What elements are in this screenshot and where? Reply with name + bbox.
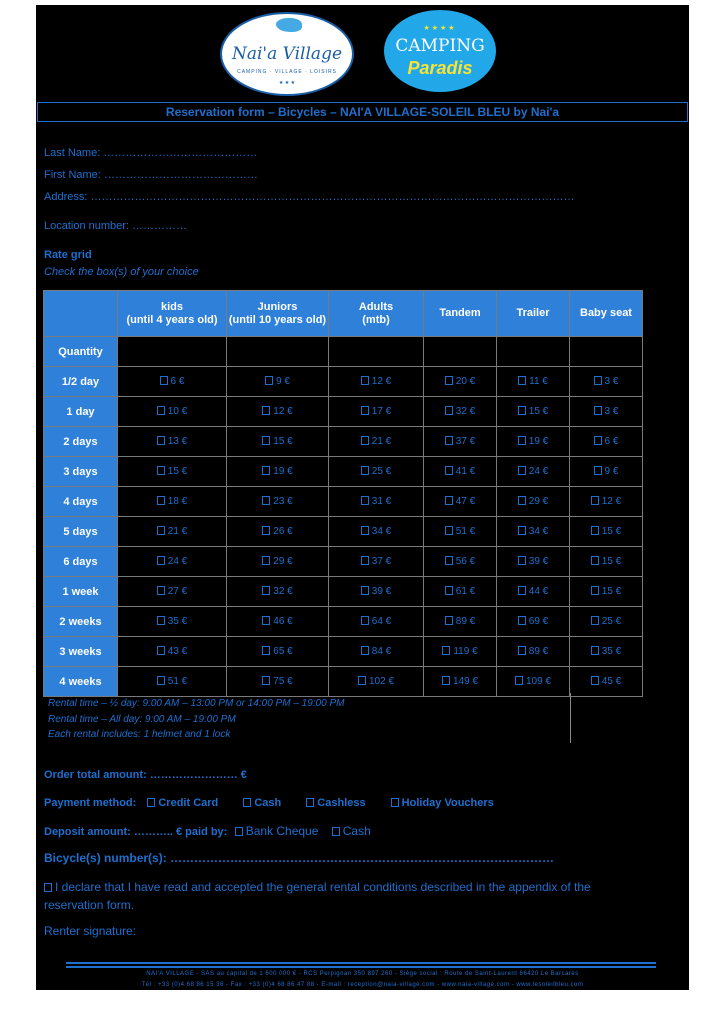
price-option[interactable] bbox=[497, 487, 570, 517]
camping-paradis-line2: Paradis bbox=[407, 58, 473, 78]
checkbox-icon[interactable] bbox=[518, 556, 526, 565]
checkbox-icon[interactable] bbox=[157, 676, 165, 685]
declaration-text: I declare that I have read and accepted the general rental conditions described in the appendix of the reservation form. bbox=[44, 880, 591, 912]
price-option[interactable] bbox=[497, 547, 570, 577]
price-value: 9 € bbox=[276, 376, 290, 387]
price-value: 15 € bbox=[601, 526, 622, 537]
price-option[interactable] bbox=[227, 487, 329, 517]
price-value: 15 € bbox=[273, 436, 293, 447]
price-value: 15 € bbox=[601, 556, 622, 567]
price-option[interactable] bbox=[424, 667, 497, 697]
bicycle-numbers-field[interactable]: Bicycle(s) number(s): …………………………………………………………………………………… bbox=[44, 851, 555, 865]
table-row bbox=[44, 397, 643, 427]
table-header-row bbox=[44, 291, 643, 337]
checkbox-icon[interactable] bbox=[262, 406, 270, 415]
deposit-label[interactable]: Deposit amount: ……….. € paid by: bbox=[44, 826, 228, 838]
checkbox-icon[interactable] bbox=[332, 827, 340, 836]
checkbox-icon[interactable] bbox=[518, 526, 526, 535]
price-option[interactable] bbox=[424, 517, 497, 547]
checkbox-icon[interactable] bbox=[262, 526, 270, 535]
quantity-input[interactable] bbox=[497, 337, 570, 367]
checkbox-icon[interactable] bbox=[262, 496, 270, 505]
price-option[interactable] bbox=[570, 577, 643, 607]
half-day-note: Rental time – ½ day: 9:00 AM – 13:00 PM or 14:00 PM – 19:00 PM bbox=[48, 698, 345, 709]
checkbox-icon[interactable] bbox=[591, 616, 599, 625]
checkbox-icon[interactable] bbox=[445, 406, 453, 415]
price-option[interactable] bbox=[227, 547, 329, 577]
checkbox-icon[interactable] bbox=[157, 436, 165, 445]
payment-option-label: Cashless bbox=[317, 797, 366, 809]
checkbox-icon[interactable] bbox=[515, 676, 523, 685]
checkbox-icon[interactable] bbox=[591, 556, 599, 565]
price-value: 19 € bbox=[273, 466, 293, 477]
price-value: 51 € bbox=[167, 676, 188, 687]
order-total-field[interactable]: Order total amount: …………………… € bbox=[44, 769, 247, 781]
location-number-field[interactable]: Location number: …………… bbox=[44, 220, 188, 232]
price-value: 26 € bbox=[273, 526, 293, 537]
checkbox-icon[interactable] bbox=[518, 586, 526, 595]
price-value: 35 € bbox=[601, 646, 622, 657]
price-value: 56 € bbox=[455, 556, 476, 567]
price-value: 34 € bbox=[528, 526, 549, 537]
payment-option-holiday-vouchers[interactable] bbox=[391, 797, 494, 809]
checkbox-icon[interactable] bbox=[518, 646, 526, 655]
price-value: 12 € bbox=[601, 496, 622, 507]
price-option[interactable] bbox=[118, 397, 227, 427]
payment-option-credit-card[interactable] bbox=[147, 797, 218, 809]
price-option[interactable] bbox=[424, 397, 497, 427]
table-row bbox=[44, 457, 643, 487]
price-option[interactable] bbox=[424, 547, 497, 577]
footer-line-1: NAI'A VILLAGE - SAS au capital de 1 600 000 € - RCS Perpignan 350 897 260 - Siège social : Route de Saint-Laurent 66420 Le Barcarès bbox=[146, 971, 579, 977]
price-value: 39 € bbox=[371, 586, 392, 597]
quantity-label: Quantity bbox=[44, 337, 118, 367]
deposit-option-label: Bank Cheque bbox=[245, 824, 319, 838]
price-value: 6 € bbox=[604, 436, 619, 447]
price-option[interactable] bbox=[497, 667, 570, 697]
checkbox-icon[interactable] bbox=[157, 466, 165, 475]
price-value: 6 € bbox=[170, 376, 185, 387]
price-value: 47 € bbox=[455, 496, 476, 507]
column-header: kids (until 4 years old) bbox=[118, 291, 227, 337]
deposit-option-label: Cash bbox=[342, 824, 371, 838]
price-option[interactable] bbox=[570, 487, 643, 517]
price-option[interactable] bbox=[329, 547, 424, 577]
price-value: 32 € bbox=[273, 586, 293, 597]
table-corner bbox=[44, 291, 118, 337]
price-option[interactable] bbox=[227, 577, 329, 607]
price-option[interactable] bbox=[227, 397, 329, 427]
checkbox-icon[interactable] bbox=[147, 798, 155, 807]
checkbox-icon[interactable] bbox=[262, 586, 270, 595]
price-value: 10 € bbox=[167, 406, 188, 417]
checkbox-icon[interactable] bbox=[262, 676, 270, 685]
price-option[interactable] bbox=[497, 637, 570, 667]
checkbox-icon[interactable] bbox=[157, 586, 165, 595]
price-option[interactable] bbox=[329, 397, 424, 427]
price-option[interactable] bbox=[118, 577, 227, 607]
price-option[interactable] bbox=[118, 427, 227, 457]
checkbox-icon[interactable] bbox=[361, 616, 369, 625]
duration-label: 1 week bbox=[44, 577, 118, 607]
price-value: 32 € bbox=[455, 406, 476, 417]
quantity-row bbox=[44, 337, 643, 367]
price-option[interactable] bbox=[329, 367, 424, 397]
checkbox-icon[interactable] bbox=[361, 556, 369, 565]
quantity-input[interactable] bbox=[424, 337, 497, 367]
price-value: 89 € bbox=[455, 616, 476, 627]
price-option[interactable] bbox=[227, 457, 329, 487]
price-value: 27 € bbox=[167, 586, 188, 597]
payment-option-cashless[interactable] bbox=[306, 797, 365, 809]
price-value: 61 € bbox=[455, 586, 476, 597]
duration-label: 1 day bbox=[44, 397, 118, 427]
price-option[interactable] bbox=[570, 607, 643, 637]
price-value: 19 € bbox=[528, 436, 549, 447]
column-header: Tandem bbox=[424, 291, 497, 337]
payment-method-label: Payment method: bbox=[44, 797, 137, 809]
price-value: 29 € bbox=[273, 556, 293, 567]
checkbox-icon[interactable] bbox=[518, 496, 526, 505]
column-header: Juniors (until 10 years old) bbox=[227, 291, 329, 337]
checkbox-icon[interactable] bbox=[445, 496, 453, 505]
rate-grid-instruction: Check the box(s) of your choice bbox=[44, 266, 199, 278]
checkbox-icon[interactable] bbox=[265, 376, 273, 385]
price-value: 37 € bbox=[371, 556, 392, 567]
price-value: 75 € bbox=[273, 676, 293, 687]
price-option[interactable] bbox=[118, 637, 227, 667]
price-value: 17 € bbox=[371, 406, 392, 417]
checkbox-icon[interactable] bbox=[361, 526, 369, 535]
price-value: 119 € bbox=[453, 646, 478, 657]
price-value: 3 € bbox=[604, 406, 619, 417]
column-header: Adults (mtb) bbox=[329, 291, 424, 337]
price-value: 149 € bbox=[452, 676, 479, 687]
price-option[interactable] bbox=[424, 577, 497, 607]
checkbox-icon[interactable] bbox=[445, 556, 453, 565]
duration-label: 6 days bbox=[44, 547, 118, 577]
form-title: Reservation form – Bicycles – NAI'A VILLAGE-SOLEIL BLEU by Nai'a bbox=[37, 102, 688, 122]
price-value: 31 € bbox=[371, 496, 392, 507]
checkbox-icon[interactable] bbox=[445, 466, 453, 475]
duration-label: 4 weeks bbox=[44, 667, 118, 697]
duration-label: 2 days bbox=[44, 427, 118, 457]
price-option[interactable] bbox=[497, 577, 570, 607]
price-value: 25 € bbox=[371, 466, 392, 477]
price-option[interactable] bbox=[227, 517, 329, 547]
price-value: 11 € bbox=[529, 376, 548, 387]
checkbox-icon[interactable] bbox=[157, 406, 165, 415]
payment-option-label: Holiday Vouchers bbox=[401, 797, 494, 809]
price-option[interactable] bbox=[118, 487, 227, 517]
price-option[interactable] bbox=[329, 607, 424, 637]
quantity-input[interactable] bbox=[570, 337, 643, 367]
checkbox-icon[interactable] bbox=[518, 376, 526, 385]
checkbox-icon[interactable] bbox=[518, 436, 526, 445]
checkbox-icon[interactable] bbox=[361, 496, 369, 505]
camping-paradis-line1: CAMPING bbox=[395, 36, 485, 56]
price-option[interactable] bbox=[118, 667, 227, 697]
checkbox-icon[interactable] bbox=[361, 646, 369, 655]
checkbox-icon[interactable] bbox=[361, 586, 369, 595]
price-option[interactable] bbox=[227, 427, 329, 457]
checkbox-icon[interactable] bbox=[442, 676, 450, 685]
price-option[interactable] bbox=[329, 577, 424, 607]
price-option[interactable] bbox=[227, 367, 329, 397]
checkbox-icon[interactable] bbox=[262, 616, 270, 625]
price-value: 21 € bbox=[167, 526, 188, 537]
price-value: 37 € bbox=[455, 436, 476, 447]
price-option[interactable] bbox=[118, 607, 227, 637]
checkbox-icon[interactable] bbox=[262, 646, 270, 655]
checkbox-icon[interactable] bbox=[594, 466, 602, 475]
price-option[interactable] bbox=[118, 547, 227, 577]
price-value: 18 € bbox=[167, 496, 188, 507]
price-value: 34 € bbox=[371, 526, 392, 537]
deposit-amount bbox=[44, 824, 371, 838]
price-value: 65 € bbox=[273, 646, 293, 657]
quantity-input[interactable] bbox=[118, 337, 227, 367]
price-option[interactable] bbox=[424, 607, 497, 637]
price-option[interactable] bbox=[570, 427, 643, 457]
checkbox-icon[interactable] bbox=[44, 883, 52, 892]
checkbox-icon[interactable] bbox=[445, 586, 453, 595]
checkbox-icon[interactable] bbox=[518, 406, 526, 415]
quantity-input[interactable] bbox=[227, 337, 329, 367]
checkbox-icon[interactable] bbox=[361, 436, 369, 445]
price-option[interactable] bbox=[570, 367, 643, 397]
price-option[interactable] bbox=[118, 517, 227, 547]
price-value: 43 € bbox=[167, 646, 188, 657]
footer-line-2: Tél : +33 (0)4 68 86 15 36 - Fax : +33 (0)4 68 86 47 88 - E-mail : reception@naia-village.com - www.naia-village.com - www.lesoleilbleu.com bbox=[141, 982, 584, 988]
duration-label: 3 days bbox=[44, 457, 118, 487]
price-value: 15 € bbox=[601, 586, 622, 597]
table-row bbox=[44, 637, 643, 667]
checkbox-icon[interactable] bbox=[157, 556, 165, 565]
price-option[interactable] bbox=[497, 457, 570, 487]
checkbox-icon[interactable] bbox=[591, 676, 599, 685]
rate-grid-table bbox=[43, 290, 643, 697]
first-name-field[interactable]: First Name: …………………………………… bbox=[44, 169, 258, 181]
checkbox-icon[interactable] bbox=[306, 798, 314, 807]
renter-signature[interactable]: Renter signature: bbox=[44, 924, 137, 938]
nai-village-logo-subtitle: CAMPING · VILLAGE · LOISIRS bbox=[237, 69, 337, 75]
price-option[interactable] bbox=[118, 367, 227, 397]
price-option[interactable] bbox=[329, 487, 424, 517]
price-option[interactable] bbox=[570, 457, 643, 487]
checkbox-icon[interactable] bbox=[518, 616, 526, 625]
price-option[interactable] bbox=[497, 517, 570, 547]
price-value: 44 € bbox=[528, 586, 549, 597]
price-option[interactable] bbox=[424, 487, 497, 517]
price-option[interactable] bbox=[497, 607, 570, 637]
checkbox-icon[interactable] bbox=[243, 798, 251, 807]
table-row bbox=[44, 487, 643, 517]
price-value: 45 € bbox=[601, 676, 622, 687]
price-option[interactable] bbox=[570, 667, 643, 697]
checkbox-icon[interactable] bbox=[445, 376, 453, 385]
table-row bbox=[44, 517, 643, 547]
price-value: 20 € bbox=[455, 376, 476, 387]
checkbox-icon[interactable] bbox=[157, 646, 165, 655]
checkbox-icon[interactable] bbox=[591, 586, 599, 595]
price-value: 15 € bbox=[528, 406, 549, 417]
rate-grid-heading: Rate grid bbox=[44, 249, 92, 261]
checkbox-icon[interactable] bbox=[445, 616, 453, 625]
checkbox-icon[interactable] bbox=[518, 466, 526, 475]
checkbox-icon[interactable] bbox=[361, 376, 369, 385]
checkbox-icon[interactable] bbox=[594, 376, 602, 385]
checkbox-icon[interactable] bbox=[445, 526, 453, 535]
price-option[interactable] bbox=[570, 547, 643, 577]
camping-paradis-stars: ★★★★ bbox=[423, 25, 457, 32]
nai-village-logo bbox=[220, 12, 354, 96]
checkbox-icon[interactable] bbox=[591, 496, 599, 505]
price-option[interactable] bbox=[329, 667, 424, 697]
price-option[interactable] bbox=[424, 637, 497, 667]
checkbox-icon[interactable] bbox=[361, 406, 369, 415]
price-option[interactable] bbox=[570, 637, 643, 667]
footer-rule-bottom bbox=[66, 966, 656, 968]
price-option[interactable] bbox=[329, 457, 424, 487]
duration-label: 1/2 day bbox=[44, 367, 118, 397]
price-option[interactable] bbox=[570, 517, 643, 547]
deposit-option-bank-cheque[interactable] bbox=[235, 824, 319, 838]
price-value: 12 € bbox=[273, 406, 293, 417]
address-field[interactable]: Address: …………………………………………………………………………………………………………………… bbox=[44, 191, 575, 203]
duration-label: 3 weeks bbox=[44, 637, 118, 667]
price-value: 102 € bbox=[368, 676, 395, 687]
payment-option-label: Credit Card bbox=[158, 797, 219, 809]
checkbox-icon[interactable] bbox=[157, 616, 165, 625]
quantity-input[interactable] bbox=[329, 337, 424, 367]
table-row bbox=[44, 547, 643, 577]
checkbox-icon[interactable] bbox=[591, 646, 599, 655]
price-option[interactable] bbox=[329, 637, 424, 667]
footer-rule-top bbox=[66, 962, 656, 964]
price-value: 29 € bbox=[528, 496, 549, 507]
checkbox-icon[interactable] bbox=[594, 406, 602, 415]
checkbox-icon[interactable] bbox=[160, 376, 168, 385]
price-value: 25 € bbox=[601, 616, 622, 627]
checkbox-icon[interactable] bbox=[235, 827, 243, 836]
last-name-field[interactable]: Last Name: …………………………………… bbox=[44, 147, 258, 159]
column-header: Baby seat bbox=[570, 291, 643, 337]
checkbox-icon[interactable] bbox=[262, 556, 270, 565]
price-option[interactable] bbox=[497, 427, 570, 457]
price-value: 24 € bbox=[167, 556, 188, 567]
price-option[interactable] bbox=[227, 607, 329, 637]
price-value: 13 € bbox=[167, 436, 188, 447]
checkbox-icon[interactable] bbox=[262, 466, 270, 475]
price-option[interactable] bbox=[329, 517, 424, 547]
price-value: 23 € bbox=[273, 496, 293, 507]
price-option[interactable] bbox=[497, 397, 570, 427]
includes-note: Each rental includes: 1 helmet and 1 lock bbox=[48, 729, 231, 740]
checkbox-icon[interactable] bbox=[358, 676, 366, 685]
checkbox-icon[interactable] bbox=[391, 798, 399, 807]
price-option[interactable] bbox=[329, 427, 424, 457]
table-row bbox=[44, 577, 643, 607]
price-value: 24 € bbox=[528, 466, 549, 477]
price-option[interactable] bbox=[570, 397, 643, 427]
price-value: 9 € bbox=[604, 466, 619, 477]
table-row bbox=[44, 367, 643, 397]
price-option[interactable] bbox=[497, 367, 570, 397]
price-option[interactable] bbox=[424, 427, 497, 457]
dolphin-icon bbox=[276, 18, 302, 32]
price-value: 41 € bbox=[455, 466, 476, 477]
checkbox-icon[interactable] bbox=[445, 436, 453, 445]
payment-option-label: Cash bbox=[254, 797, 282, 809]
table-row bbox=[44, 667, 643, 697]
deposit-option-cash[interactable] bbox=[332, 824, 371, 838]
checkbox-icon[interactable] bbox=[157, 496, 165, 505]
duration-label: 4 days bbox=[44, 487, 118, 517]
checkbox-icon[interactable] bbox=[262, 436, 270, 445]
price-option[interactable] bbox=[118, 457, 227, 487]
all-day-note: Rental time – All day: 9:00 AM – 19:00 PM bbox=[48, 714, 236, 725]
price-option[interactable] bbox=[424, 457, 497, 487]
price-value: 46 € bbox=[273, 616, 293, 627]
price-option[interactable] bbox=[227, 637, 329, 667]
price-value: 69 € bbox=[528, 616, 549, 627]
payment-option-cash[interactable] bbox=[243, 797, 281, 809]
checkbox-icon[interactable] bbox=[442, 646, 450, 655]
price-value: 35 € bbox=[167, 616, 188, 627]
payment-method bbox=[44, 797, 494, 809]
declaration bbox=[44, 878, 639, 914]
price-value: 21 € bbox=[371, 436, 392, 447]
price-value: 84 € bbox=[371, 646, 392, 657]
duration-label: 5 days bbox=[44, 517, 118, 547]
duration-label: 2 weeks bbox=[44, 607, 118, 637]
price-value: 39 € bbox=[528, 556, 549, 567]
table-row bbox=[44, 427, 643, 457]
nai-village-logo-stars: ★ ★ ★ bbox=[278, 80, 296, 86]
price-value: 51 € bbox=[455, 526, 476, 537]
checkbox-icon[interactable] bbox=[591, 526, 599, 535]
table-divider bbox=[570, 693, 571, 743]
camping-paradis-logo bbox=[384, 10, 496, 92]
checkbox-icon[interactable] bbox=[157, 526, 165, 535]
price-value: 3 € bbox=[604, 376, 619, 387]
column-header: Trailer bbox=[497, 291, 570, 337]
nai-village-logo-name: Nai'a Village bbox=[231, 44, 343, 64]
price-value: 15 € bbox=[167, 466, 188, 477]
price-value: 64 € bbox=[371, 616, 392, 627]
price-value: 89 € bbox=[528, 646, 549, 657]
price-value: 109 € bbox=[525, 676, 552, 687]
price-option[interactable] bbox=[424, 367, 497, 397]
checkbox-icon[interactable] bbox=[594, 436, 602, 445]
price-value: 12 € bbox=[371, 376, 392, 387]
table-row bbox=[44, 607, 643, 637]
checkbox-icon[interactable] bbox=[361, 466, 369, 475]
price-option[interactable] bbox=[227, 667, 329, 697]
